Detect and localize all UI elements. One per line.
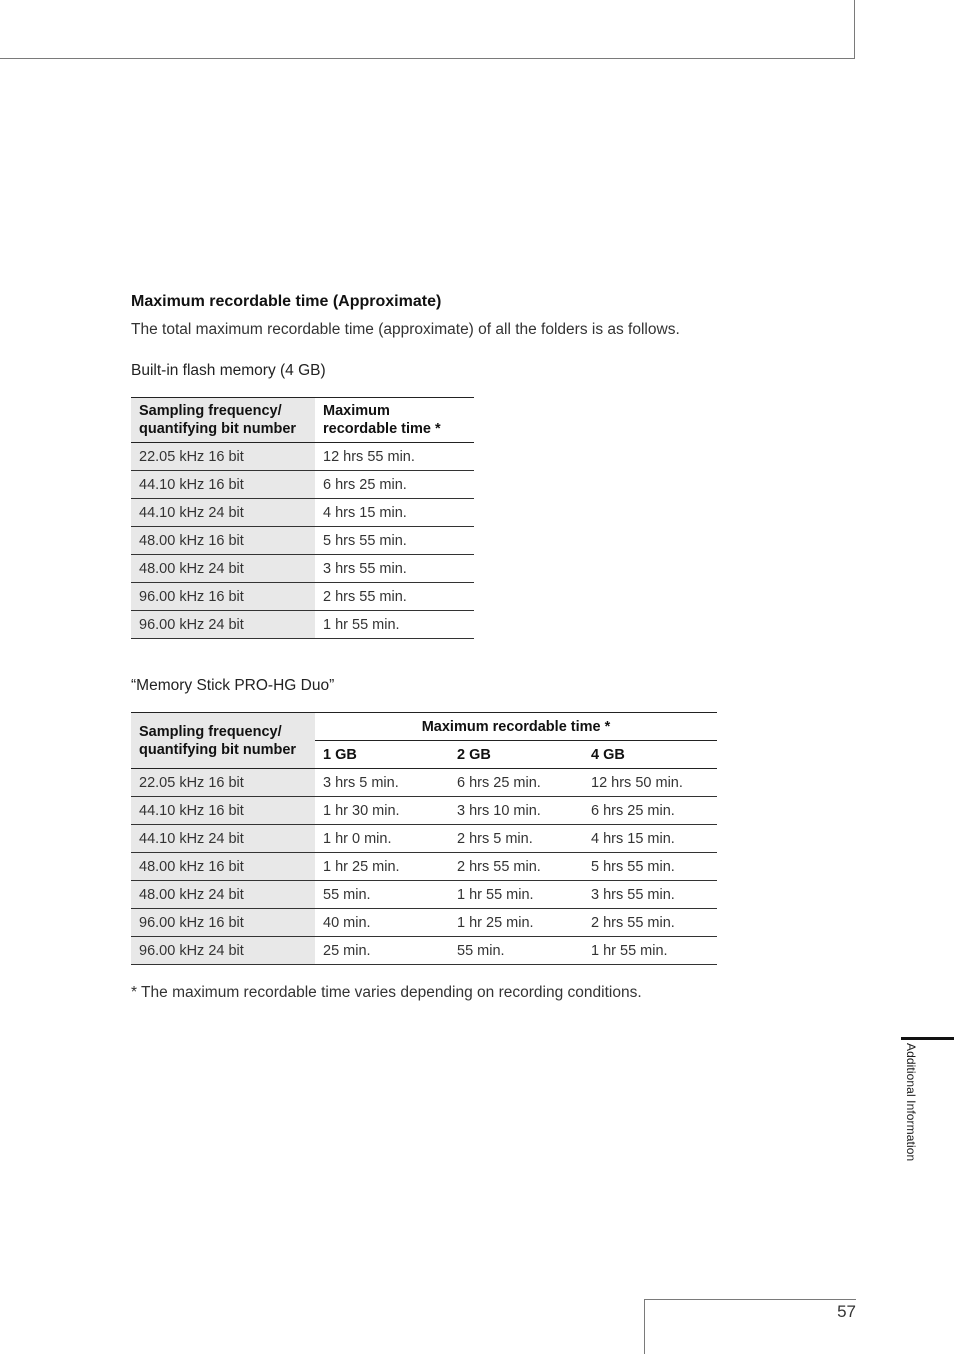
- table-row: [131, 443, 474, 471]
- page-frame-top: [0, 0, 855, 59]
- table-header-row: [131, 713, 717, 741]
- flash-memory-table: [131, 397, 474, 639]
- table1-caption: Built-in flash memory (4 GB): [131, 362, 326, 379]
- cell-4gb: 4 hrs 15 min.: [583, 825, 717, 853]
- cell-freq: 44.10 kHz 24 bit: [131, 825, 315, 853]
- footnote: * The maximum recordable time varies depending on recording conditions.: [131, 984, 642, 1001]
- header-4gb: 4 GB: [583, 741, 717, 769]
- cell-2gb: 2 hrs 5 min.: [449, 825, 583, 853]
- table-row: [131, 825, 717, 853]
- header-max-recordable-time: Maximum recordable time *: [315, 398, 474, 443]
- table-row: [131, 583, 474, 611]
- header-sampling-frequency: Sampling frequency/ quantifying bit number: [131, 713, 315, 769]
- cell-freq: 48.00 kHz 16 bit: [131, 853, 315, 881]
- cell-1gb: 1 hr 25 min.: [315, 853, 449, 881]
- side-tab-bar: [901, 1037, 954, 1040]
- cell-freq: 44.10 kHz 24 bit: [131, 499, 315, 527]
- cell-2gb: 55 min.: [449, 937, 583, 965]
- cell-2gb: 2 hrs 55 min.: [449, 853, 583, 881]
- cell-time: 1 hr 55 min.: [315, 611, 474, 639]
- cell-4gb: 6 hrs 25 min.: [583, 797, 717, 825]
- table-row: [131, 471, 474, 499]
- cell-2gb: 6 hrs 25 min.: [449, 769, 583, 797]
- table-row: [131, 499, 474, 527]
- table-row: [131, 611, 474, 639]
- cell-2gb: 1 hr 25 min.: [449, 909, 583, 937]
- cell-1gb: 3 hrs 5 min.: [315, 769, 449, 797]
- intro-text: The total maximum recordable time (approximate) of all the folders is as follows.: [131, 321, 680, 338]
- cell-time: 6 hrs 25 min.: [315, 471, 474, 499]
- table-row: [131, 769, 717, 797]
- cell-time: 5 hrs 55 min.: [315, 527, 474, 555]
- cell-freq: 48.00 kHz 24 bit: [131, 881, 315, 909]
- page-number-frame: [644, 1299, 856, 1354]
- cell-freq: 44.10 kHz 16 bit: [131, 471, 315, 499]
- page-number: 57: [837, 1302, 856, 1321]
- cell-4gb: 3 hrs 55 min.: [583, 881, 717, 909]
- cell-time: 4 hrs 15 min.: [315, 499, 474, 527]
- header-1gb: 1 GB: [315, 741, 449, 769]
- cell-1gb: 1 hr 0 min.: [315, 825, 449, 853]
- cell-4gb: 12 hrs 50 min.: [583, 769, 717, 797]
- table-row: [131, 797, 717, 825]
- header-sampling-frequency: Sampling frequency/ quantifying bit number: [131, 398, 315, 443]
- cell-1gb: 40 min.: [315, 909, 449, 937]
- cell-freq: 44.10 kHz 16 bit: [131, 797, 315, 825]
- cell-time: 2 hrs 55 min.: [315, 583, 474, 611]
- cell-2gb: 3 hrs 10 min.: [449, 797, 583, 825]
- table-row: [131, 909, 717, 937]
- table-row: [131, 853, 717, 881]
- cell-4gb: 1 hr 55 min.: [583, 937, 717, 965]
- cell-freq: 48.00 kHz 24 bit: [131, 555, 315, 583]
- memory-stick-table: [131, 712, 717, 965]
- cell-4gb: 2 hrs 55 min.: [583, 909, 717, 937]
- cell-time: 12 hrs 55 min.: [315, 443, 474, 471]
- side-tab-label: Additional Information: [904, 1043, 918, 1162]
- cell-freq: 96.00 kHz 24 bit: [131, 937, 315, 965]
- cell-time: 3 hrs 55 min.: [315, 555, 474, 583]
- header-max-recordable-time: Maximum recordable time *: [315, 713, 717, 741]
- cell-2gb: 1 hr 55 min.: [449, 881, 583, 909]
- table-row: [131, 527, 474, 555]
- cell-freq: 96.00 kHz 16 bit: [131, 909, 315, 937]
- table-header-row: [131, 398, 474, 443]
- table-row: [131, 881, 717, 909]
- section-heading: Maximum recordable time (Approximate): [131, 293, 442, 310]
- header-2gb: 2 GB: [449, 741, 583, 769]
- cell-freq: 96.00 kHz 16 bit: [131, 583, 315, 611]
- cell-1gb: 1 hr 30 min.: [315, 797, 449, 825]
- cell-freq: 48.00 kHz 16 bit: [131, 527, 315, 555]
- table-row: [131, 937, 717, 965]
- cell-1gb: 55 min.: [315, 881, 449, 909]
- cell-freq: 96.00 kHz 24 bit: [131, 611, 315, 639]
- cell-4gb: 5 hrs 55 min.: [583, 853, 717, 881]
- cell-freq: 22.05 kHz 16 bit: [131, 769, 315, 797]
- cell-freq: 22.05 kHz 16 bit: [131, 443, 315, 471]
- table-row: [131, 555, 474, 583]
- table2-caption: “Memory Stick PRO-HG Duo”: [131, 677, 335, 694]
- cell-1gb: 25 min.: [315, 937, 449, 965]
